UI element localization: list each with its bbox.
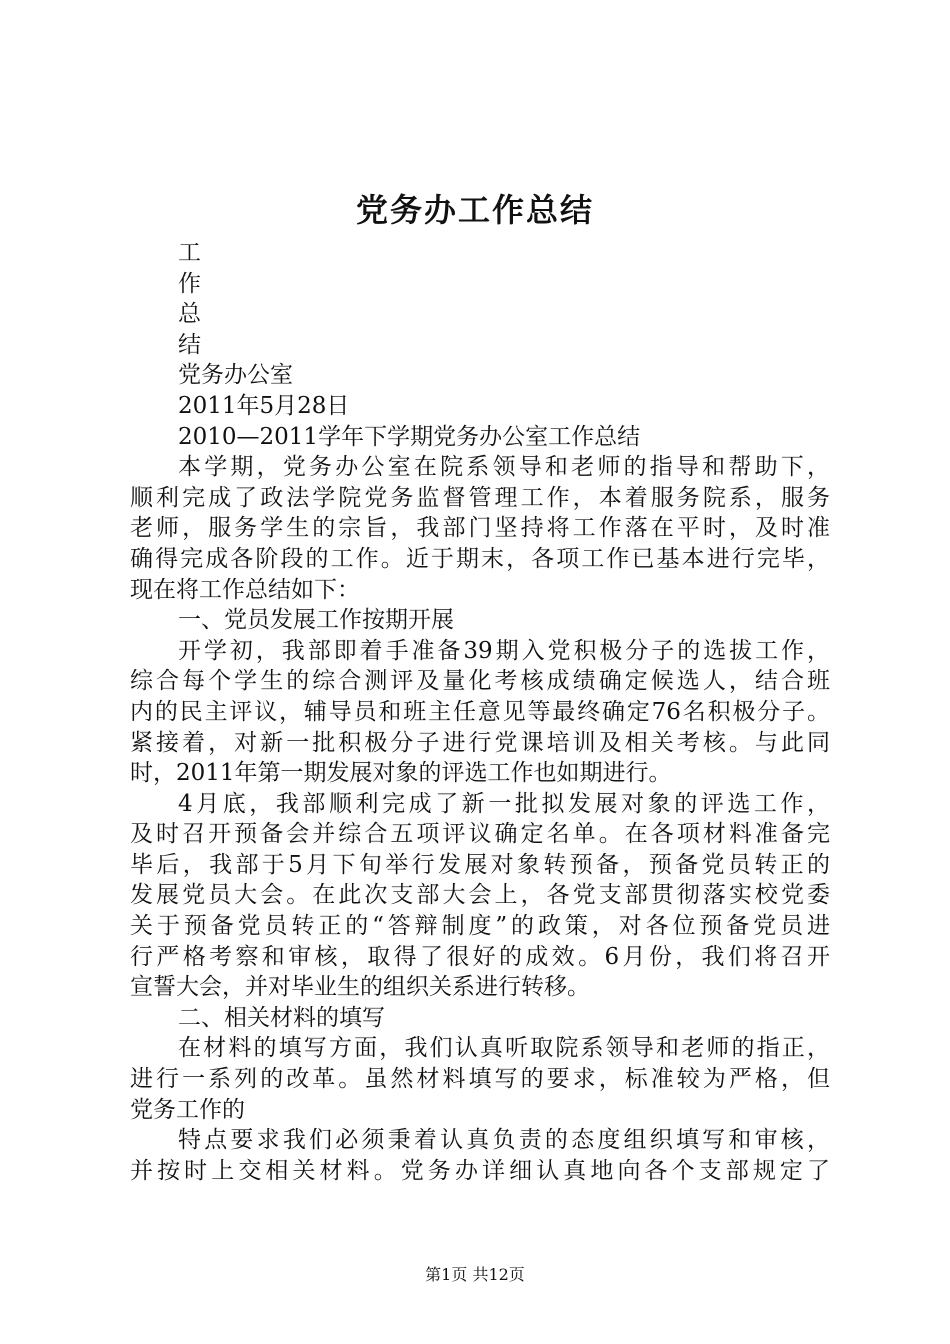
text-line: 顺利完成了政法学院党务监督管理工作，本着服务院系，服务 [130, 484, 830, 511]
text-line: 宣誓大会，并对毕业生的组织关系进行转移。 [130, 974, 590, 1001]
text-line: 综合每个学生的综合测评及量化考核成绩确定候选人，结合班 [130, 668, 830, 695]
text-line: 紧接着，对新一批积极分子进行党课培训及相关考核。与此同 [130, 729, 830, 756]
text-line: 党务工作的 [130, 1096, 245, 1123]
text-line: 时，2011年第一期发展对象的评选工作也如期进行。 [130, 760, 672, 787]
text-line: 确得完成各阶段的工作。近于期末，各项工作已基本进行完毕， [130, 545, 830, 572]
text-line: 开学初，我部即着手准备39期入党积极分子的选拔工作， [178, 637, 830, 664]
text-line: 作 [178, 270, 201, 297]
text-line: 内的民主评议，辅导员和班主任意见等最终确定76名积极分子。 [130, 698, 830, 725]
text-line: 发展党员大会。在此次支部大会上，各党支部贯彻落实校党委 [130, 882, 830, 909]
text-line: 结 [178, 331, 201, 358]
text-line: 特点要求我们必须秉着认真负责的态度组织填写和审核， [178, 1127, 830, 1154]
text-line: 老师，服务学生的宗旨，我部门坚持将工作落在平时，及时准 [130, 515, 830, 542]
text-line: 2010—2011学年下学期党务办公室工作总结 [178, 423, 641, 450]
text-line: 4月底，我部顺利完成了新一批拟发展对象的评选工作， [178, 790, 830, 817]
text-line: 2011年5月28日 [178, 392, 350, 419]
text-line: 总 [178, 301, 201, 328]
page-footer: 第1页 共12页 [425, 1265, 525, 1284]
text-line: 二、相关材料的填写 [178, 1004, 385, 1031]
text-line: 及时召开预备会并综合五项评议确定名单。在各项材料准备完 [130, 821, 830, 848]
text-line: 关于预备党员转正的“答辩制度”的政策，对各位预备党员进 [130, 913, 830, 940]
document-body [130, 238, 830, 1186]
text-line: 进行一系列的改革。虽然材料填写的要求，标准较为严格，但 [130, 1066, 830, 1093]
text-line: 现在将工作总结如下： [130, 576, 360, 603]
text-line: 工 [178, 240, 201, 266]
text-line: 并按时上交相关材料。党务办详细认真地向各个支部规定了 [130, 1157, 830, 1184]
text-line: 毕后，我部于5月下旬举行发展对象转预备，预备党员转正的 [130, 851, 830, 878]
text-line: 本学期，党务办公室在院系领导和老师的指导和帮助下， [178, 454, 830, 481]
text-line: 一、党员发展工作按期开展 [178, 607, 454, 634]
text-line: 行严格考察和审核，取得了很好的成效。6月份，我们将召开 [130, 943, 830, 970]
text-line: 在材料的填写方面，我们认真听取院系领导和老师的指正， [178, 1035, 830, 1062]
document-title: 党务办工作总结 [355, 191, 594, 229]
text-line: 党务办公室 [178, 362, 293, 389]
